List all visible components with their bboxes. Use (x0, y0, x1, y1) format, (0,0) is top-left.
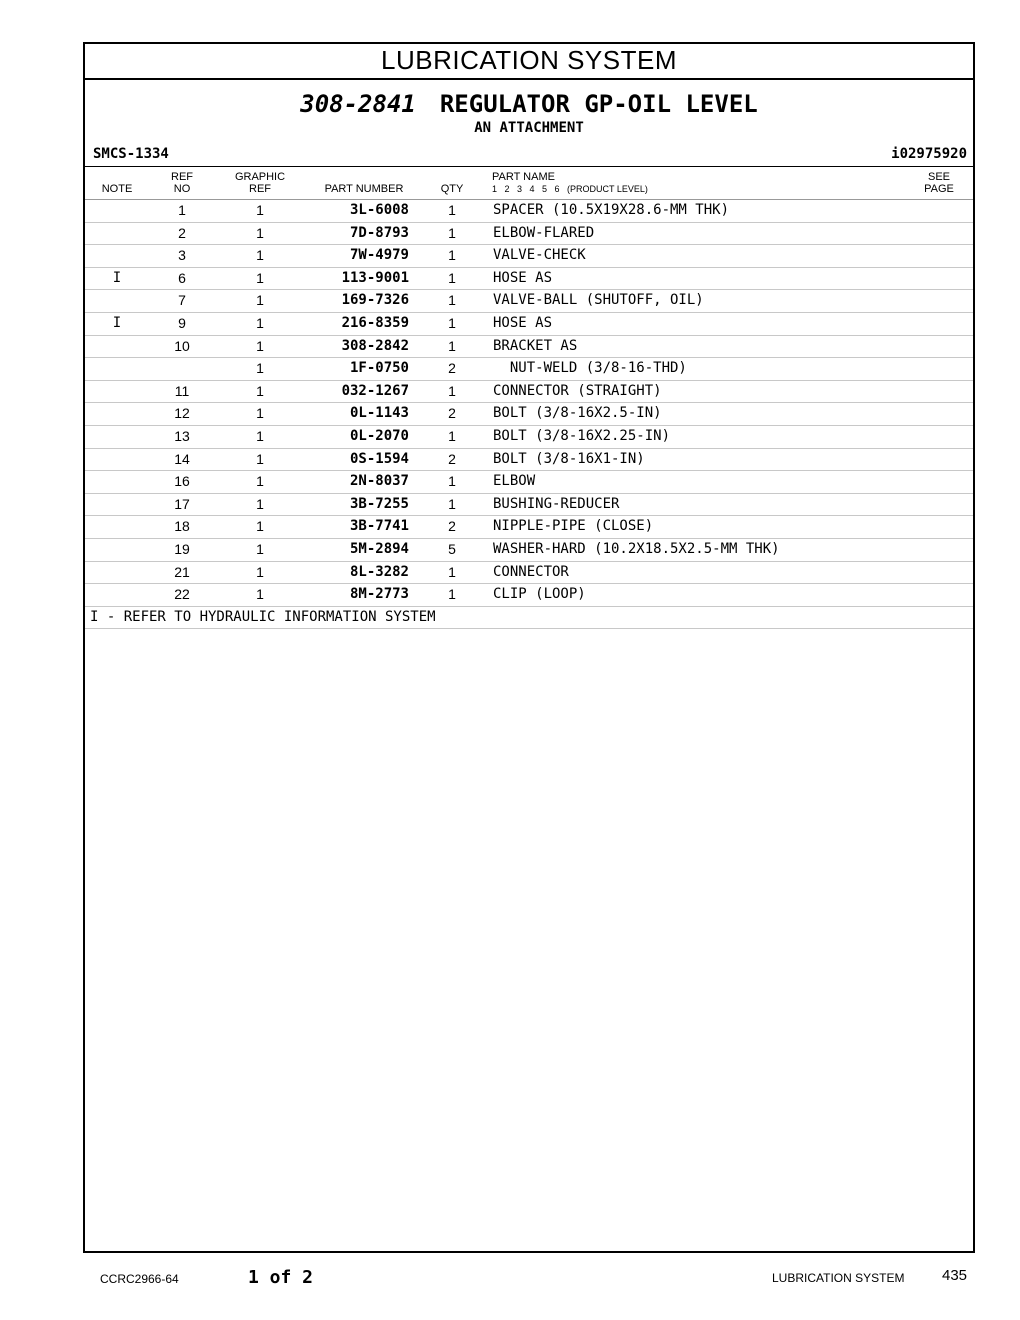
col-part-name: PART NAME (492, 171, 555, 183)
row-part-name: SPACER (10.5X19X28.6-MM THK) (493, 202, 730, 218)
row-part-number: 7D-8793 (349, 224, 409, 241)
row-note: I (112, 269, 122, 286)
table-row (85, 200, 973, 223)
row-ref-no: 7 (178, 292, 186, 309)
table-row (85, 539, 973, 562)
row-part-number: 1F-0750 (349, 360, 409, 377)
row-part-number: 7W-4979 (349, 247, 409, 264)
col-product-level: 1 2 3 4 5 6 (PRODUCT LEVEL) (492, 184, 648, 194)
row-ref-no: 10 (174, 337, 190, 354)
table-row (85, 403, 973, 426)
row-qty: 2 (448, 405, 456, 422)
col-note: NOTE (101, 183, 133, 195)
row-ref-no: 9 (178, 314, 186, 331)
row-qty: 2 (448, 360, 456, 377)
row-part-number: 2N-8037 (349, 473, 409, 490)
row-part-name: NUT-WELD (3/8-16-THD) (493, 360, 687, 377)
row-graphic-ref: 1 (256, 563, 264, 580)
footer-page-number: 435 (942, 1267, 968, 1284)
row-ref-no: 14 (174, 450, 190, 467)
row-graphic-ref: 1 (256, 202, 264, 218)
row-part-name: BOLT (3/8-16X1-IN) (493, 450, 645, 467)
col-ref-no: REF NO (171, 171, 193, 195)
row-part-number: 0L-1143 (349, 405, 409, 422)
row-graphic-ref: 1 (256, 269, 264, 286)
assembly-part-number: 308-2841 (300, 90, 416, 118)
footer-section-name: LUBRICATION SYSTEM (772, 1271, 905, 1285)
assembly-title (85, 90, 973, 118)
row-ref-no: 22 (174, 586, 190, 603)
row-graphic-ref: 1 (256, 405, 264, 422)
row-ref-no: 13 (174, 427, 190, 444)
row-part-number: 5M-2894 (349, 540, 409, 557)
row-ref-no: 16 (174, 473, 190, 490)
row-part-name: NIPPLE-PIPE (CLOSE) (493, 518, 654, 535)
table-row (85, 313, 973, 336)
row-ref-no: 18 (174, 518, 190, 535)
row-part-name: ELBOW-FLARED (493, 224, 595, 241)
row-part-name: HOSE AS (493, 269, 553, 286)
parts-table-body (85, 200, 973, 607)
table-row (85, 290, 973, 313)
parts-page-frame (83, 42, 975, 1253)
row-qty: 1 (448, 224, 456, 241)
row-graphic-ref: 1 (256, 586, 264, 603)
page-footer (0, 1262, 1020, 1292)
row-part-number: 113-9001 (341, 269, 409, 286)
table-row (85, 516, 973, 539)
row-part-number: 0S-1594 (349, 450, 409, 467)
row-graphic-ref: 1 (256, 473, 264, 490)
row-qty: 5 (448, 540, 456, 557)
row-graphic-ref: 1 (256, 360, 264, 377)
row-qty: 1 (448, 427, 456, 444)
table-row (85, 426, 973, 449)
row-qty: 1 (448, 473, 456, 490)
row-graphic-ref: 1 (256, 427, 264, 444)
row-part-name: VALVE-CHECK (493, 247, 586, 264)
row-part-name: HOSE AS (493, 314, 553, 331)
row-graphic-ref: 1 (256, 224, 264, 241)
row-part-name: CLIP (LOOP) (493, 586, 586, 603)
row-part-name: CONNECTOR (493, 563, 569, 580)
row-qty: 1 (448, 495, 456, 512)
table-row (85, 268, 973, 291)
row-part-number: 169-7326 (341, 292, 409, 309)
table-row (85, 449, 973, 472)
document-id: i02975920 (891, 146, 967, 162)
row-qty: 1 (448, 292, 456, 309)
row-part-number: 032-1267 (341, 382, 409, 399)
col-qty: QTY (440, 183, 464, 195)
row-qty: 1 (448, 202, 456, 218)
row-part-name: BOLT (3/8-16X2.25-IN) (493, 427, 671, 444)
row-ref-no: 2 (178, 224, 186, 241)
row-part-name: VALVE-BALL (SHUTOFF, OIL) (493, 292, 704, 309)
row-ref-no: 17 (174, 495, 190, 512)
row-qty: 2 (448, 518, 456, 535)
row-qty: 1 (448, 382, 456, 399)
row-graphic-ref: 1 (256, 382, 264, 399)
col-see-page: SEE PAGE (924, 171, 954, 195)
footnote: I - REFER TO HYDRAULIC INFORMATION SYSTEM (85, 607, 973, 629)
table-row (85, 471, 973, 494)
row-part-name: CONNECTOR (STRAIGHT) (493, 382, 662, 399)
row-ref-no: 6 (178, 269, 186, 286)
row-part-number: 8M-2773 (349, 586, 409, 603)
assembly-name: REGULATOR GP-OIL LEVEL (439, 90, 758, 118)
row-graphic-ref: 1 (256, 540, 264, 557)
row-ref-no: 21 (174, 563, 190, 580)
row-part-number: 3L-6008 (349, 202, 409, 218)
row-graphic-ref: 1 (256, 292, 264, 309)
table-header (85, 167, 973, 200)
row-ref-no: 19 (174, 540, 190, 557)
row-part-number: 3B-7741 (349, 518, 409, 535)
row-graphic-ref: 1 (256, 314, 264, 331)
row-qty: 1 (448, 563, 456, 580)
row-graphic-ref: 1 (256, 247, 264, 264)
row-qty: 1 (448, 586, 456, 603)
row-qty: 1 (448, 337, 456, 354)
row-part-number: 308-2842 (341, 337, 409, 354)
table-row (85, 336, 973, 359)
row-part-name: BUSHING-REDUCER (493, 495, 620, 512)
table-row (85, 245, 973, 268)
table-row (85, 494, 973, 517)
table-row (85, 223, 973, 246)
row-graphic-ref: 1 (256, 495, 264, 512)
table-row (85, 358, 973, 381)
row-qty: 1 (448, 247, 456, 264)
footer-page-of: 1 of 2 (248, 1267, 314, 1288)
row-ref-no: 3 (178, 247, 186, 264)
row-part-number: 0L-2070 (349, 427, 409, 444)
smcs-code: SMCS-1334 (93, 146, 169, 162)
col-part-number: PART NUMBER (324, 183, 404, 195)
col-graphic-ref: GRAPHIC REF (234, 171, 286, 195)
table-row (85, 381, 973, 404)
table-row (85, 562, 973, 585)
row-graphic-ref: 1 (256, 337, 264, 354)
row-qty: 1 (448, 314, 456, 331)
row-part-name: BRACKET AS (493, 337, 578, 354)
row-part-number: 216-8359 (341, 314, 409, 331)
row-ref-no: 12 (174, 405, 190, 422)
row-part-name: BOLT (3/8-16X2.5-IN) (493, 405, 662, 422)
row-qty: 1 (448, 269, 456, 286)
row-qty: 2 (448, 450, 456, 467)
row-ref-no: 1 (178, 202, 186, 218)
row-part-number: 8L-3282 (349, 563, 409, 580)
row-part-number: 3B-7255 (349, 495, 409, 512)
assembly-subtitle: AN ATTACHMENT (474, 120, 584, 136)
row-part-name: WASHER-HARD (10.2X18.5X2.5-MM THK) (493, 540, 780, 557)
footer-publication-code: CCRC2966-64 (100, 1272, 179, 1286)
assembly-header (85, 80, 973, 167)
table-row (85, 584, 973, 607)
row-part-name: ELBOW (493, 473, 536, 490)
row-note: I (112, 314, 122, 331)
row-graphic-ref: 1 (256, 518, 264, 535)
row-graphic-ref: 1 (256, 450, 264, 467)
section-title: LUBRICATION SYSTEM (85, 44, 973, 80)
row-ref-no: 11 (174, 382, 190, 399)
